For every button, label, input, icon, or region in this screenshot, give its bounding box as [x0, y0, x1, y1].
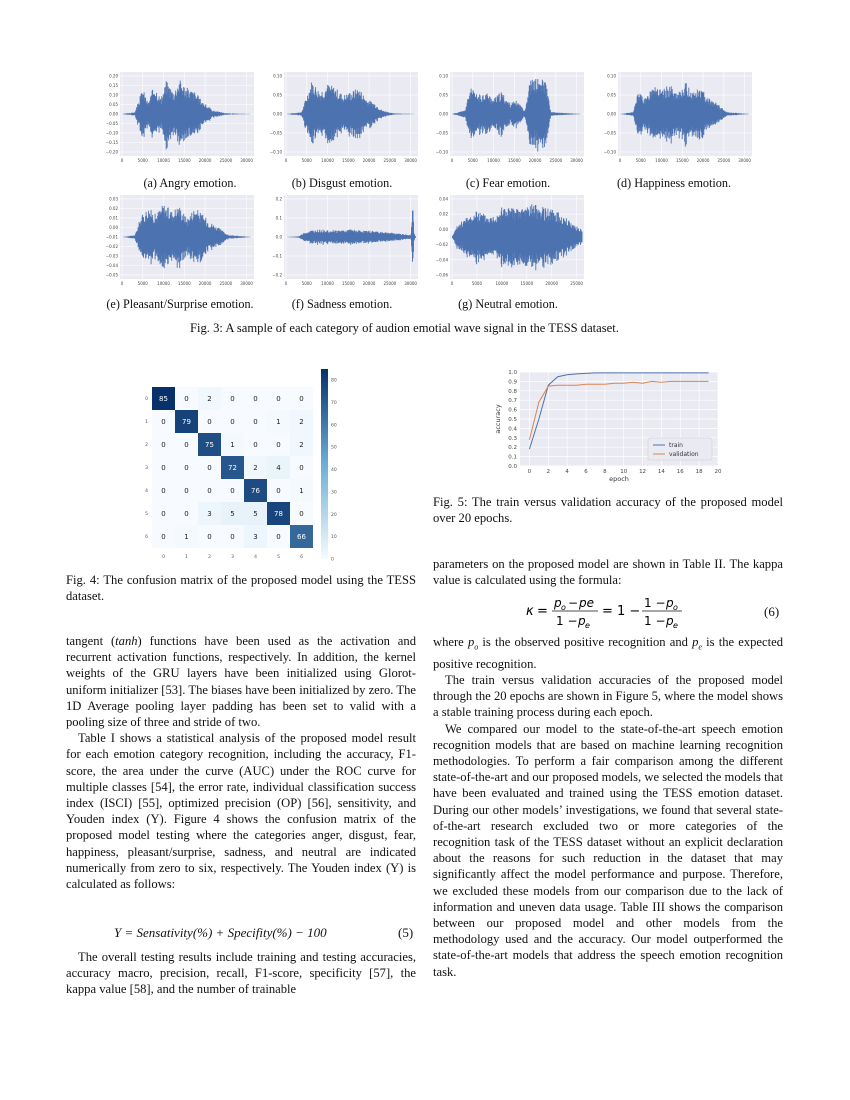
wave-ytick: 0.2	[275, 196, 282, 202]
acc-ytick: 0.5	[508, 417, 517, 423]
wave-xtick: 5000	[137, 158, 148, 163]
wave-ytick: −0.04	[435, 257, 448, 263]
wave-ytick: 0.00	[607, 111, 616, 117]
wave-ytick: −0.05	[105, 272, 118, 278]
cm-cell-value: 72	[228, 464, 237, 472]
wave-xtick: 0	[284, 158, 288, 163]
cm-cell-value: 0	[253, 418, 258, 426]
cm-cell-value: 4	[276, 464, 281, 472]
acc-legend-label: train	[669, 442, 683, 449]
equation-5-number: (5)	[398, 925, 414, 940]
wave-ytick: 0.20	[109, 73, 118, 79]
cm-cell-value: 0	[184, 464, 189, 472]
wave-caption-disgust: (b) Disgust emotion.	[291, 176, 393, 190]
acc-ytick: 0.2	[508, 445, 517, 452]
cm-cell-value: 0	[207, 533, 212, 541]
cm-xlabel: 5	[277, 555, 280, 560]
cm-cell-value: 78	[274, 510, 283, 518]
wave-ytick: −0.02	[105, 244, 118, 249]
cm-cell-value: 85	[159, 395, 168, 403]
cm-cell-value: 3	[253, 533, 258, 541]
wave-xtick: 25000	[219, 281, 233, 286]
wave-xtick: 15000	[507, 158, 521, 163]
cm-cell-value: 0	[276, 533, 281, 541]
svg-text:1 −: 1 −	[644, 596, 666, 610]
cm-cell-value: 1	[184, 533, 189, 541]
wave-xtick: 25000	[383, 158, 397, 163]
wave-ytick: 0.15	[109, 83, 118, 88]
cm-ylabel: 1	[145, 420, 148, 425]
cm-xlabel: 0	[162, 555, 165, 560]
svg-text:p: p	[666, 614, 674, 628]
wave-xtick: 5000	[471, 281, 483, 286]
wave-xtick: 20000	[362, 158, 376, 163]
wave-ytick: 0.02	[109, 206, 118, 211]
cm-cell-value: 5	[253, 510, 258, 518]
wave-ytick: −0.05	[269, 130, 282, 136]
left-paragraph-2: Table I shows a statistical analysis of the proposed model result for each emotion category recognition, including the accuracy, F1-score, the area under the curve (AUC) under the ROC curve for multiple classes [54], the error rate, individual classification success index (ISCI) [55], optimized precision (OP) [56], sensitivity, and Youden index (Y). Figure 4 shows the confusion matrix of the proposed model testing where the categories anger, disgust, fear, happiness, pleasant/surprise, sadness, and neutral are indicated numerically from zero to six, respectively. The Youden index (Y) is calculated as follows:	[66, 731, 416, 892]
wave-xtick: 0	[120, 158, 124, 163]
wave-ytick: 0.00	[109, 225, 118, 230]
wave-xtick: 0	[284, 281, 288, 286]
acc-xtick: 10	[620, 469, 628, 475]
wave-ytick: −0.10	[603, 149, 616, 155]
svg-text:e: e	[673, 621, 678, 630]
left-column	[66, 633, 416, 892]
svg-text:1 −: 1 −	[644, 614, 666, 628]
cm-ylabel: 5	[145, 512, 148, 517]
wave-xtick: 10000	[321, 158, 334, 163]
acc-xtick: 2	[546, 469, 551, 475]
cm-cell-value: 0	[230, 395, 235, 403]
wave-xtick: 30000	[404, 158, 417, 163]
acc-xtick: 14	[657, 469, 665, 475]
wave-xtick: 5000	[137, 281, 148, 286]
wave-xtick: 25000	[717, 158, 731, 163]
wave-xtick: 25000	[219, 158, 233, 163]
wave-ytick: 0.10	[607, 73, 616, 79]
cm-cell-value: 79	[182, 418, 191, 426]
cm-cell-value: 75	[205, 441, 214, 449]
cm-cell-value: 0	[184, 441, 189, 449]
wave-ytick: 0.00	[273, 111, 282, 117]
cm-ylabel: 6	[145, 535, 148, 540]
wave-xtick: 15000	[675, 158, 689, 163]
cm-cell-value: 0	[207, 464, 212, 472]
left-paragraph-3-wrap	[66, 949, 416, 998]
wave-ytick: 0.05	[109, 102, 118, 107]
wave-ytick: −0.10	[105, 130, 118, 136]
cm-cell-value: 0	[230, 418, 235, 426]
wave-ytick: −0.2	[272, 272, 282, 278]
cm-cell-value: 2	[253, 464, 258, 472]
wave-ytick: 0.00	[439, 111, 448, 117]
wave-ytick: −0.20	[105, 149, 118, 155]
cm-colorbar-tick: 30	[331, 490, 337, 496]
wave-xtick: 5000	[301, 158, 312, 163]
wave-ytick: 0.00	[109, 111, 118, 117]
wave-xtick: 10000	[655, 158, 668, 163]
cm-cell-value: 0	[253, 395, 258, 403]
wave-xtick: 20000	[528, 158, 542, 163]
cm-cell-value: 0	[184, 510, 189, 518]
cm-cell-value: 0	[276, 487, 281, 495]
waveform-disgust	[262, 70, 422, 168]
cm-cell-value: 0	[276, 441, 281, 449]
wave-ytick: −0.03	[105, 253, 118, 259]
cm-xlabel: 1	[185, 555, 188, 560]
cm-cell-value: 0	[299, 395, 304, 403]
cm-colorbar-tick: 80	[331, 378, 337, 384]
cm-colorbar-tick: 0	[331, 557, 334, 563]
wave-xtick: 15000	[520, 281, 534, 286]
equation-6	[526, 592, 696, 630]
wave-xtick: 5000	[467, 158, 478, 163]
wave-xtick: 0	[618, 158, 622, 163]
cm-cell-value: 0	[184, 487, 189, 495]
cm-colorbar-tick: 20	[331, 512, 337, 518]
wave-ytick: 0.10	[109, 92, 118, 98]
svg-text:= 1 −: = 1 −	[602, 604, 641, 619]
fig4-caption: Fig. 4: The confusion matrix of the proposed model using the TESS dataset.	[66, 573, 416, 603]
right-paragraph-2: where $p_o$ is the observed positive recognition and $p_e$ is the expected positive recognition.	[433, 635, 783, 671]
wave-caption-happiness: (d) Happiness emotion.	[616, 176, 732, 190]
acc-ytick: 0.7	[508, 398, 517, 405]
wave-xtick: 0	[120, 281, 124, 286]
svg-text:o: o	[673, 603, 678, 612]
wave-xtick: 15000	[177, 281, 191, 286]
cm-cell-value: 5	[230, 510, 235, 518]
cm-cell-value: 0	[299, 464, 304, 472]
right-paragraph-1: parameters on the proposed model are shown in Table II. The kappa value is calculated using the formula:	[433, 557, 783, 588]
wave-xtick: 30000	[240, 158, 253, 163]
cm-cell-value: 0	[207, 487, 212, 495]
wave-xtick: 25000	[383, 281, 397, 286]
cm-xlabel: 2	[208, 555, 211, 560]
waveform-pleasant	[98, 193, 258, 291]
cm-cell-value: 0	[299, 510, 304, 518]
wave-ytick: −0.01	[105, 234, 118, 240]
cm-cell-value: 1	[230, 441, 235, 449]
svg-text:=: =	[537, 604, 548, 619]
wave-xtick: 30000	[738, 158, 751, 163]
cm-cell-value: 66	[297, 533, 306, 541]
cm-ylabel: 3	[145, 466, 148, 471]
waveform-sadness	[262, 193, 422, 291]
wave-caption-pleasant: (e) Pleasant/Surprise emotion.	[106, 297, 254, 311]
svg-text:e: e	[585, 621, 590, 630]
cm-cell-value: 1	[276, 418, 281, 426]
fig3-caption: Fig. 3: A sample of each category of audion emotial wave signal in the TESS dataset.	[190, 321, 619, 335]
acc-ytick: 0.8	[508, 388, 517, 395]
wave-xtick: 10000	[157, 281, 170, 286]
wave-ytick: −0.02	[435, 242, 448, 248]
wave-caption-angry: (a) Angry emotion.	[143, 176, 237, 190]
wave-ytick: 0.0	[275, 234, 282, 240]
wave-xtick: 5000	[635, 158, 646, 163]
cm-ylabel: 4	[145, 489, 148, 494]
acc-xlabel: epoch	[609, 475, 629, 483]
acc-xtick: 4	[565, 469, 569, 475]
equation-5: Y = Sensativity(%) + Specifity(%) − 100	[114, 925, 327, 940]
wave-ytick: −0.05	[105, 121, 118, 126]
wave-ytick: −0.06	[435, 272, 448, 278]
wave-xtick: 25000	[570, 281, 583, 286]
wave-xtick: 20000	[198, 158, 212, 163]
wave-ytick: 0.10	[439, 73, 448, 79]
svg-text:p: p	[578, 614, 586, 628]
cm-colorbar-tick: 40	[331, 468, 337, 474]
cm-cell-value: 0	[230, 533, 235, 541]
wave-xtick: 20000	[362, 281, 376, 286]
cm-cell-value: 0	[161, 533, 166, 541]
cm-xlabel: 6	[300, 555, 303, 560]
cm-cell-value: 0	[161, 441, 166, 449]
wave-xtick: 20000	[545, 281, 559, 286]
wave-xtick: 10000	[157, 158, 170, 163]
accuracy-chart	[484, 364, 734, 486]
cm-cell-value: 2	[299, 441, 304, 449]
cm-cell-value: 0	[161, 464, 166, 472]
cm-ylabel: 2	[145, 443, 148, 448]
equation-6-number: (6)	[764, 604, 780, 619]
acc-ytick: 0.4	[508, 426, 517, 433]
cm-colorbar-tick: 70	[331, 401, 337, 407]
wave-xtick: 15000	[341, 158, 355, 163]
acc-xtick: 20	[714, 469, 722, 475]
waveform-fear	[428, 70, 588, 168]
acc-ytick: 0.9	[508, 379, 517, 386]
acc-ytick: 0.0	[508, 464, 517, 470]
wave-ytick: 0.03	[109, 196, 118, 202]
confusion-matrix-figure	[140, 365, 355, 565]
wave-xtick: 20000	[696, 158, 710, 163]
svg-text:κ: κ	[526, 604, 534, 619]
svg-text:pe: pe	[579, 596, 594, 610]
wave-ytick: −0.15	[105, 140, 118, 145]
cm-colorbar	[321, 369, 328, 559]
wave-xtick: 10000	[321, 281, 334, 286]
left-paragraph-1: tangent (tanh) functions have been used as the activation and recurrent activation functions, respectively. In addition, the kernel weights of the GRU layers have been initialized using Glorot-uniform initializer [53]. The biases have been initialized by zero. The 1D Average pooling layer padding has been set to valid with a pooling size of three and stride of two.	[66, 634, 416, 730]
wave-ytick: −0.05	[603, 130, 616, 136]
acc-xtick: 8	[603, 469, 607, 475]
cm-cell-value: 0	[276, 395, 281, 403]
right-paragraph-4: We compared our model to the state-of-the-art speech emotion recognition models that are based on machine learning recognition methodologies. To perform a fair comparison among the different state-of-the-art and our proposed models, we selected the models that have been evaluated and trained using the TESS emotion dataset. During our other models’ investigations, we found that several state-of-the-art research excluded two or more categories of the recognition task of the TESS dataset without an explicit declaration about the reasons for such reduction in the dataset that may significantly affect the model performance and purpose. Therefore, we excluded these models from our comparison due to the lack of information and uneven data usage. Table III shows the comparison between our proposed model and other models from the methodology used and the accuracy. Our model outperformed the state-of-the-art models that address the speech emotion recognition task.	[433, 721, 783, 979]
acc-legend-label: validation	[669, 451, 699, 458]
waveform-angry	[98, 70, 258, 168]
wave-xtick: 30000	[240, 281, 253, 286]
cm-cell-value: 0	[230, 487, 235, 495]
cm-ylabel: 0	[145, 397, 148, 402]
waveform-neutral	[428, 193, 588, 291]
cm-cell-value: 76	[251, 487, 260, 495]
right-paragraph-3: The train versus validation accuracies of the proposed model through the 20 epochs are shown in Figure 5, where the model shows a stable training process during each epoch.	[433, 672, 783, 720]
wave-xtick: 25000	[549, 158, 563, 163]
wave-xtick: 0	[450, 281, 454, 286]
cm-cell-value: 0	[161, 510, 166, 518]
cm-cell-value: 2	[299, 418, 304, 426]
acc-ytick: 0.1	[508, 454, 517, 461]
right-paragraph-1-wrap	[433, 556, 783, 588]
cm-cell-value: 0	[253, 441, 258, 449]
wave-ytick: 0.01	[109, 215, 118, 221]
acc-ytick: 0.3	[508, 435, 517, 442]
wave-ytick: −0.10	[435, 149, 448, 155]
wave-ytick: 0.00	[439, 226, 448, 232]
wave-ytick: 0.05	[273, 92, 282, 98]
wave-ytick: 0.10	[273, 73, 282, 79]
wave-xtick: 10000	[487, 158, 500, 163]
svg-text:−: −	[568, 596, 579, 610]
wave-ytick: −0.04	[105, 263, 118, 268]
wave-xtick: 30000	[404, 281, 417, 286]
acc-xtick: 6	[584, 469, 588, 475]
cm-colorbar-tick: 10	[331, 535, 337, 541]
acc-xtick: 12	[639, 469, 647, 475]
cm-cell-value: 1	[299, 487, 304, 495]
wave-xtick: 20000	[198, 281, 212, 286]
wave-caption-sadness: (f) Sadness emotion.	[291, 297, 393, 311]
wave-caption-neutral: (g) Neutral emotion.	[458, 297, 558, 311]
wave-ytick: 0.05	[439, 92, 448, 98]
cm-cell-value: 0	[161, 487, 166, 495]
svg-text:1 −: 1 −	[556, 614, 578, 628]
wave-xtick: 15000	[341, 281, 355, 286]
cm-cell-value: 3	[207, 510, 212, 518]
wave-xtick: 30000	[570, 158, 583, 163]
fig5-caption: Fig. 5: The train versus validation accuracy of the proposed model over 20 epochs.	[433, 495, 783, 525]
wave-xtick: 5000	[301, 281, 312, 286]
cm-xlabel: 4	[254, 555, 257, 560]
right-column	[433, 634, 783, 980]
wave-xtick: 15000	[177, 158, 191, 163]
wave-caption-fear: (c) Fear emotion.	[465, 176, 551, 190]
acc-ytick: 0.6	[508, 407, 517, 414]
waveform-happiness	[596, 70, 756, 168]
wave-ytick: 0.02	[439, 211, 448, 217]
acc-xtick: 0	[527, 469, 532, 475]
cm-colorbar-tick: 60	[331, 423, 337, 429]
svg-text:p: p	[666, 596, 674, 610]
cm-cell-value: 0	[161, 418, 166, 426]
left-paragraph-3: The overall testing results include training and testing accuracies, accuracy macro, precision, recall, F1-score, specificity [57], the kappa value [58], and the number of trainable	[66, 950, 416, 997]
cm-xlabel: 3	[231, 555, 234, 560]
wave-xtick: 0	[450, 158, 454, 163]
cm-cell-value: 0	[207, 418, 212, 426]
cm-cell-value: 0	[184, 395, 189, 403]
wave-ytick: 0.05	[607, 92, 616, 98]
acc-xtick: 16	[676, 469, 684, 475]
acc-ylabel: accuracy	[494, 404, 502, 434]
wave-ytick: −0.05	[435, 130, 448, 136]
wave-ytick: −0.10	[269, 149, 282, 155]
acc-ytick: 1.0	[508, 370, 517, 376]
wave-ytick: 0.1	[275, 215, 282, 221]
svg-text:p: p	[554, 596, 562, 610]
wave-ytick: 0.04	[439, 196, 448, 202]
acc-xtick: 18	[695, 469, 703, 475]
wave-xtick: 10000	[495, 281, 509, 286]
svg-text:o: o	[561, 603, 566, 612]
wave-ytick: −0.1	[272, 253, 282, 259]
cm-colorbar-tick: 50	[331, 445, 337, 451]
cm-cell-value: 2	[207, 395, 212, 403]
